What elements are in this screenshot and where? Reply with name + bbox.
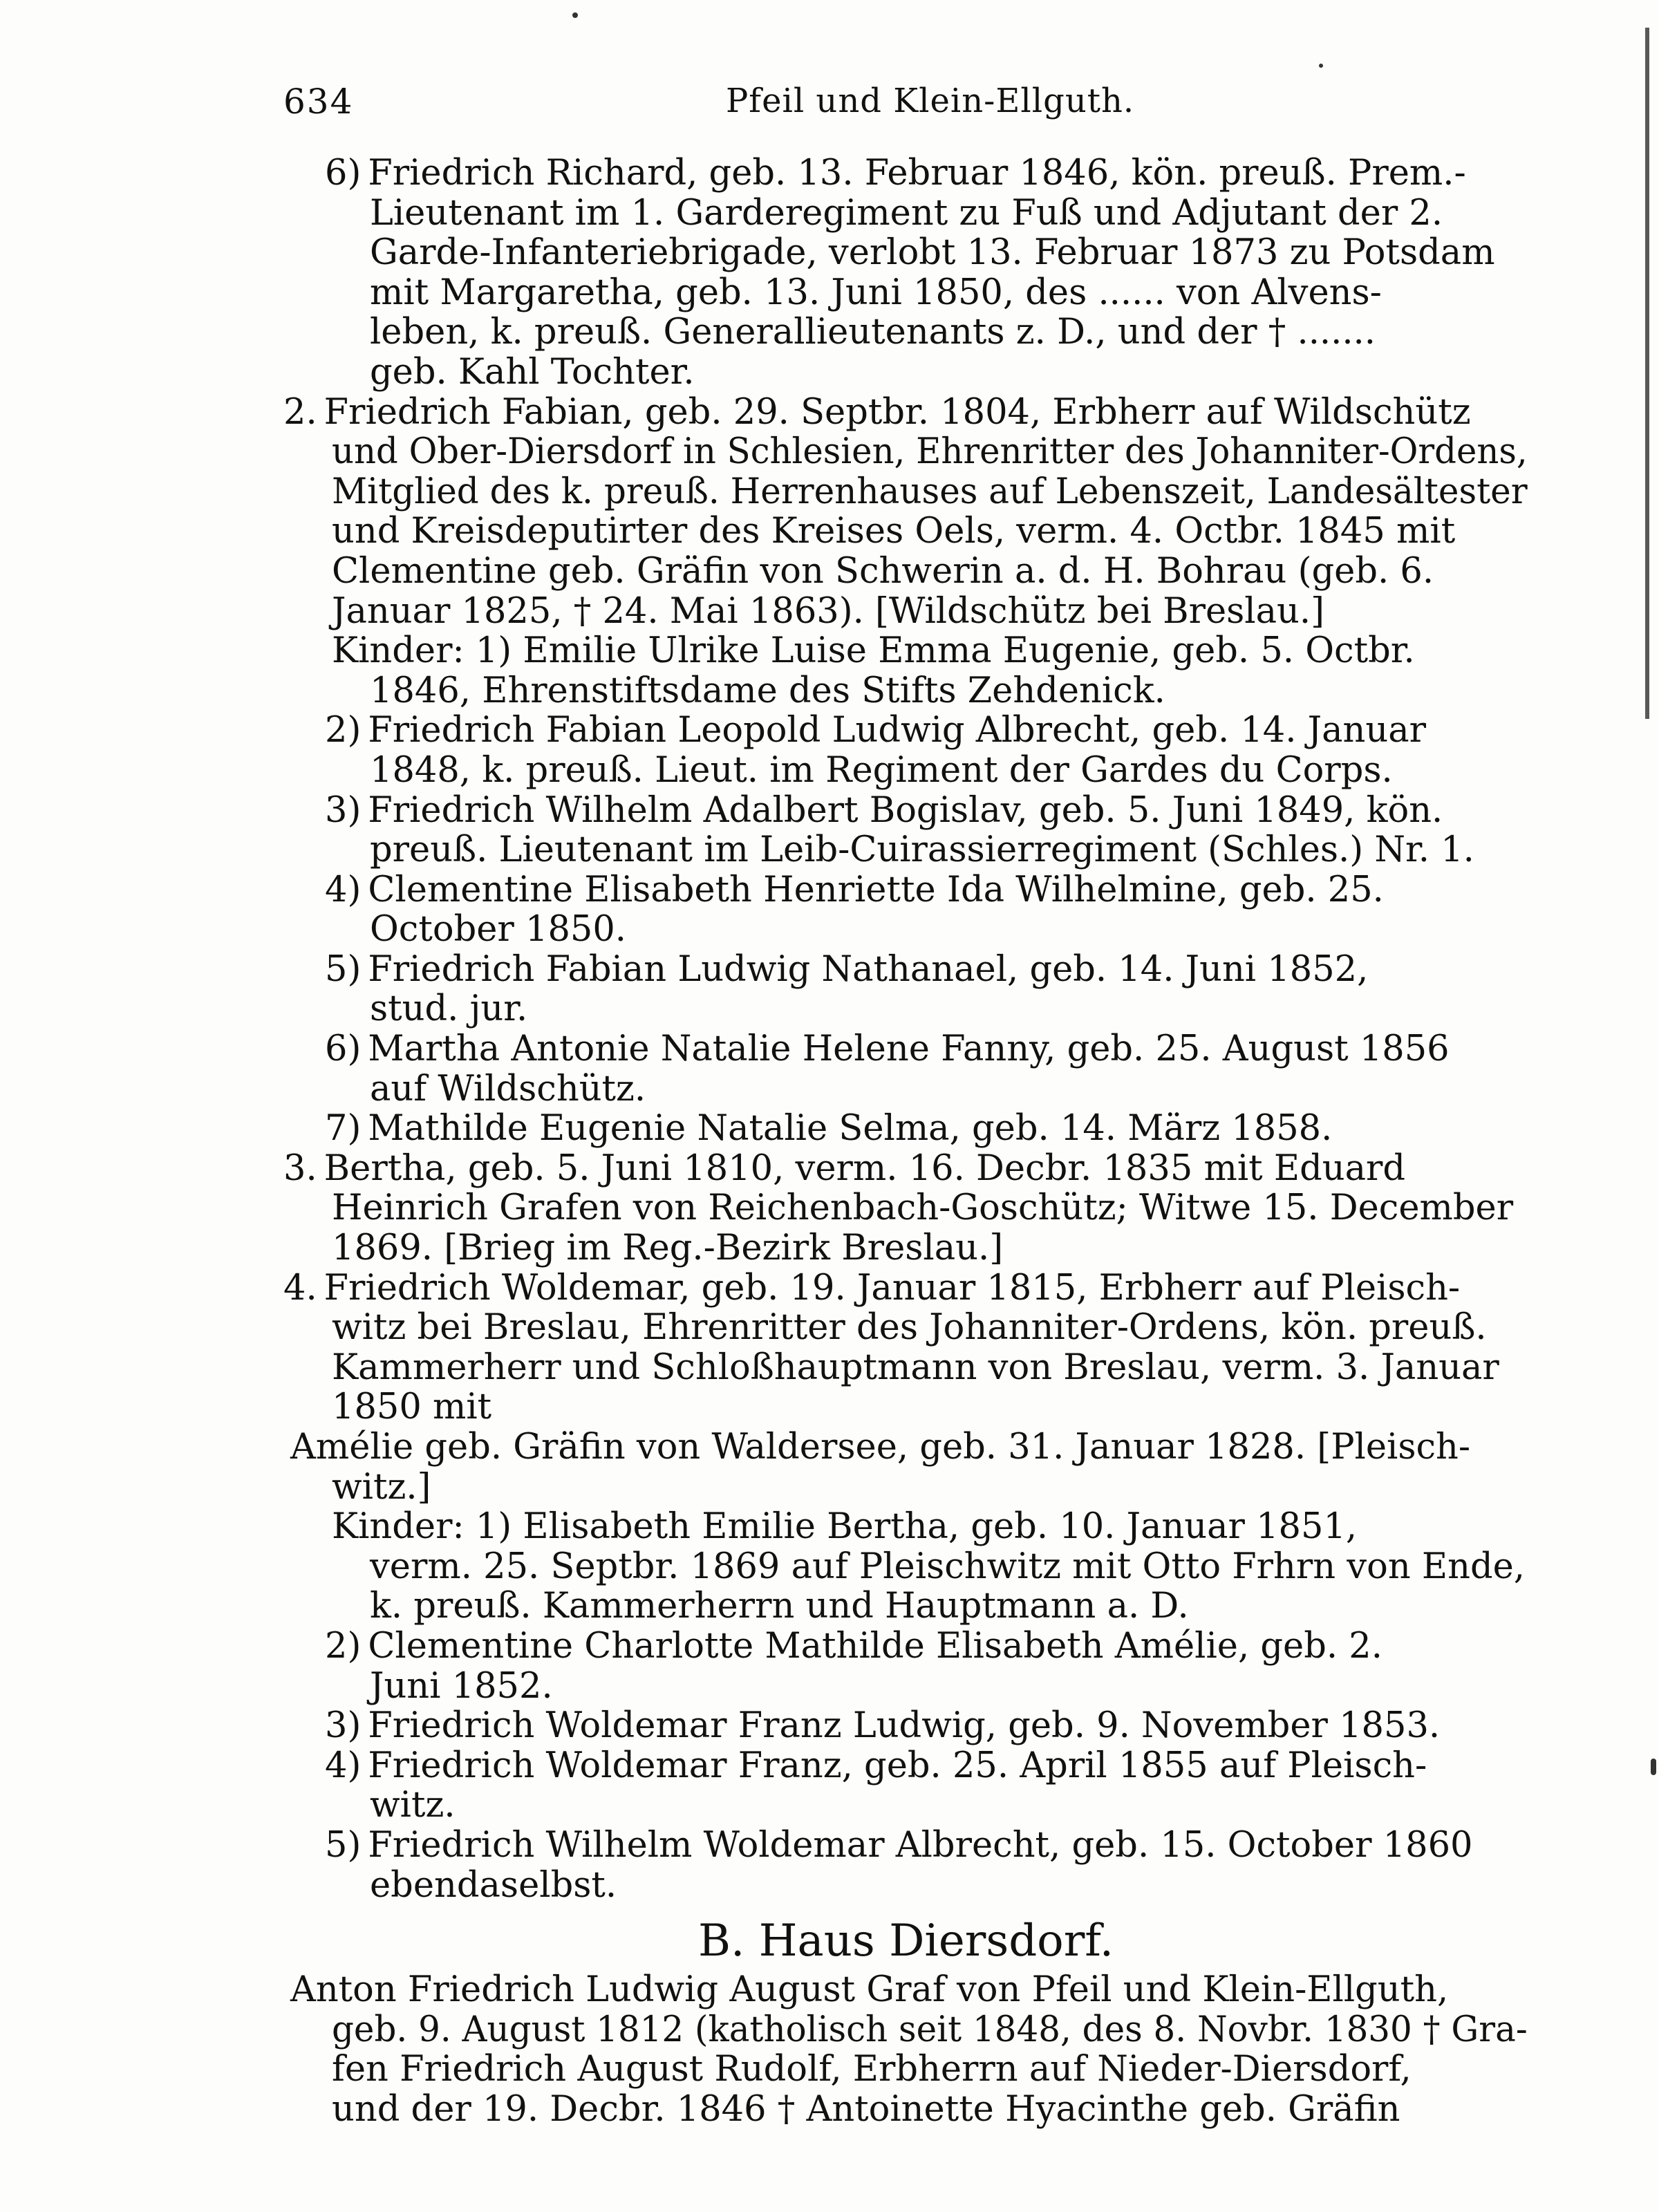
line-text: Friedrich Woldemar, geb. 19. Januar 1815, Erbherr auf Pleisch- (324, 1267, 1461, 1309)
text-line (283, 1547, 1528, 1587)
line-text: witz bei Breslau, Ehrenritter des Johanniter-Ordens, kön. preuß. (332, 1307, 1487, 1349)
text-line (283, 1308, 1528, 1348)
line-text: 1846, Ehrenstiftsdame des Stifts Zehdenick. (370, 670, 1165, 711)
scan-speck (572, 12, 578, 18)
line-text: geb. Kahl Tochter. (370, 351, 695, 393)
text-line (283, 830, 1528, 870)
running-head: Pfeil und Klein-Ellguth. (726, 82, 1135, 120)
list-number: 6) (325, 1029, 362, 1070)
list-number: 7) (325, 1108, 362, 1150)
text-line (283, 353, 1528, 393)
text-line (283, 2010, 1528, 2050)
text-line (283, 1866, 1528, 1906)
text-line (283, 1507, 1528, 1547)
text-line (283, 1746, 1528, 1786)
list-number: 5) (325, 948, 362, 990)
page-header (283, 82, 1528, 137)
list-number: 4. (283, 1267, 317, 1309)
line-text: Friedrich Wilhelm Adalbert Bogislav, geb. 5. Juni 1849, kön. (368, 789, 1443, 831)
text-line (283, 1427, 1528, 1468)
list-number: 3) (325, 1705, 362, 1747)
text-line (283, 512, 1528, 552)
text-line (283, 1029, 1528, 1069)
line-text: Kinder: 1) Elisabeth Emilie Bertha, geb. 10. Januar 1851, (332, 1506, 1358, 1548)
text-line (283, 1627, 1528, 1667)
text-line (283, 1387, 1528, 1427)
text-line (283, 432, 1528, 472)
line-text: Heinrich Grafen von Reichenbach-Goschütz; Witwe 15. December (332, 1188, 1514, 1229)
text-line (283, 1069, 1528, 1109)
text-line (283, 1149, 1528, 1189)
text-line (283, 1826, 1528, 1866)
text-line (283, 751, 1528, 791)
line-text: stud. jur. (370, 988, 528, 1030)
text-line (283, 1468, 1528, 1508)
line-text: Januar 1825, † 24. Mai 1863). [Wildschütz bei Breslau.] (332, 590, 1324, 632)
text-line (283, 1109, 1528, 1149)
list-number: 2) (325, 710, 362, 751)
line-text: verm. 25. Septbr. 1869 auf Pleischwitz mit Otto Frhrn von Ende, (370, 1546, 1525, 1587)
line-text: mit Margaretha, geb. 13. Juni 1850, des ...... von Alvens- (370, 272, 1382, 313)
text-line (283, 989, 1528, 1029)
page-edge-shadow (1645, 28, 1649, 719)
line-text: Clementine geb. Gräfin von Schwerin a. d. H. Bohrau (geb. 6. (332, 550, 1434, 592)
text-line (283, 1348, 1528, 1388)
text-line (283, 393, 1528, 433)
line-text: und Ober-Diersdorf in Schlesien, Ehrenritter des Johanniter-Ordens, (332, 431, 1528, 473)
line-text: geb. 9. August 1812 (katholisch seit 1848, des 8. Novbr. 1830 † Gra- (332, 2009, 1528, 2050)
text-line (283, 1667, 1528, 1707)
line-text: Anton Friedrich Ludwig August Graf von Pfeil und Klein-Ellguth, (290, 1969, 1449, 2011)
list-number: 2. (283, 391, 317, 433)
list-number: 4) (325, 1745, 362, 1786)
line-text: Friedrich Wilhelm Woldemar Albrecht, geb. 15. October 1860 (368, 1824, 1473, 1866)
line-text: Friedrich Fabian Ludwig Nathanael, geb. 14. Juni 1852, (368, 948, 1369, 990)
text-line (283, 1706, 1528, 1746)
text-line (283, 312, 1528, 353)
line-text: auf Wildschütz. (370, 1068, 646, 1109)
scan-speck (1319, 64, 1323, 68)
body-text (283, 153, 1528, 2130)
line-text: witz.] (332, 1466, 431, 1508)
text-line (283, 592, 1528, 632)
line-text: Friedrich Richard, geb. 13. Februar 1846, kön. preuß. Prem.- (368, 153, 1466, 194)
text-line (283, 711, 1528, 751)
list-number: 5) (325, 1824, 362, 1866)
scan-speck (1651, 1759, 1656, 1775)
text-line (283, 631, 1528, 671)
line-text: Clementine Charlotte Mathilde Elisabeth Amélie, geb. 2. (368, 1625, 1382, 1667)
list-number: 3) (325, 789, 362, 831)
line-text: Bertha, geb. 5. Juni 1810, verm. 16. Decbr. 1835 mit Eduard (324, 1147, 1406, 1189)
line-text: k. preuß. Kammerherrn und Hauptmann a. D. (370, 1586, 1189, 1627)
section-heading: B. Haus Diersdorf. (698, 1915, 1114, 1967)
line-text: Juni 1852. (370, 1665, 553, 1707)
text-line (283, 552, 1528, 592)
line-text: Friedrich Fabian, geb. 29. Septbr. 1804, Erbherr auf Wildschütz (324, 391, 1471, 433)
list-number: 4) (325, 869, 362, 910)
list-number: 2) (325, 1625, 362, 1667)
line-text: leben, k. preuß. Generallieutenants z. D., und der † ....... (370, 312, 1376, 353)
text-line (283, 1228, 1528, 1268)
text-line (283, 1970, 1528, 2010)
text-line (283, 153, 1528, 194)
text-line (283, 671, 1528, 711)
text-line (283, 194, 1528, 234)
text-line (283, 870, 1528, 910)
line-text: Garde-Infanteriebrigade, verlobt 13. Februar 1873 zu Potsdam (370, 232, 1495, 274)
text-line (283, 273, 1528, 313)
text-line (283, 2090, 1528, 2130)
text-line (283, 791, 1528, 831)
text-line (283, 472, 1528, 512)
line-text: Friedrich Woldemar Franz, geb. 25. April 1855 auf Pleisch- (368, 1745, 1427, 1786)
line-text: Lieutenant im 1. Garderegiment zu Fuß und Adjutant der 2. (370, 192, 1443, 234)
line-text: 1869. [Brieg im Reg.-Bezirk Breslau.] (332, 1228, 1004, 1269)
text-line (283, 1188, 1528, 1228)
line-text: 1850 mit (332, 1387, 492, 1428)
line-text: Friedrich Woldemar Franz Ludwig, geb. 9. November 1853. (368, 1705, 1441, 1747)
line-text: October 1850. (370, 909, 626, 950)
line-text: Friedrich Fabian Leopold Ludwig Albrecht, geb. 14. Januar (368, 710, 1427, 751)
line-text: Mitglied des k. preuß. Herrenhauses auf Lebenszeit, Landesältester (332, 471, 1528, 512)
line-text: Clementine Elisabeth Henriette Ida Wilhelmine, geb. 25. (368, 869, 1384, 910)
list-number: 6) (325, 153, 362, 194)
line-text: Amélie geb. Gräfin von Waldersee, geb. 31. Januar 1828. [Pleisch- (290, 1427, 1471, 1468)
text-line (283, 1785, 1528, 1826)
text-line (283, 1268, 1528, 1309)
line-text: und Kreisdeputirter des Kreises Oels, verm. 4. Octbr. 1845 mit (332, 511, 1456, 552)
line-text: Martha Antonie Natalie Helene Fanny, geb. 25. August 1856 (368, 1029, 1450, 1070)
line-text: fen Friedrich August Rudolf, Erbherrn auf Nieder-Diersdorf, (332, 2049, 1412, 2090)
text-line (283, 2050, 1528, 2090)
line-text: Kammerherr und Schloßhauptmann von Breslau, verm. 3. Januar (332, 1347, 1499, 1388)
text-line (283, 1586, 1528, 1627)
list-number: 3. (283, 1147, 317, 1189)
line-text: und der 19. Decbr. 1846 † Antoinette Hyacinthe geb. Gräfin (332, 2088, 1400, 2130)
line-text: preuß. Lieutenant im Leib-Cuirassierregiment (Schles.) Nr. 1. (370, 830, 1474, 871)
line-text: ebendaselbst. (370, 1864, 617, 1906)
text-line (283, 950, 1528, 990)
text-line (283, 233, 1528, 273)
line-text: Kinder: 1) Emilie Ulrike Luise Emma Eugenie, geb. 5. Octbr. (332, 630, 1415, 672)
text-line (283, 910, 1528, 950)
line-text: Mathilde Eugenie Natalie Selma, geb. 14. März 1858. (368, 1108, 1333, 1150)
page-number: 634 (283, 82, 354, 122)
line-text: witz. (370, 1785, 456, 1826)
line-text: 1848, k. preuß. Lieut. im Regiment der Gardes du Corps. (370, 749, 1393, 791)
